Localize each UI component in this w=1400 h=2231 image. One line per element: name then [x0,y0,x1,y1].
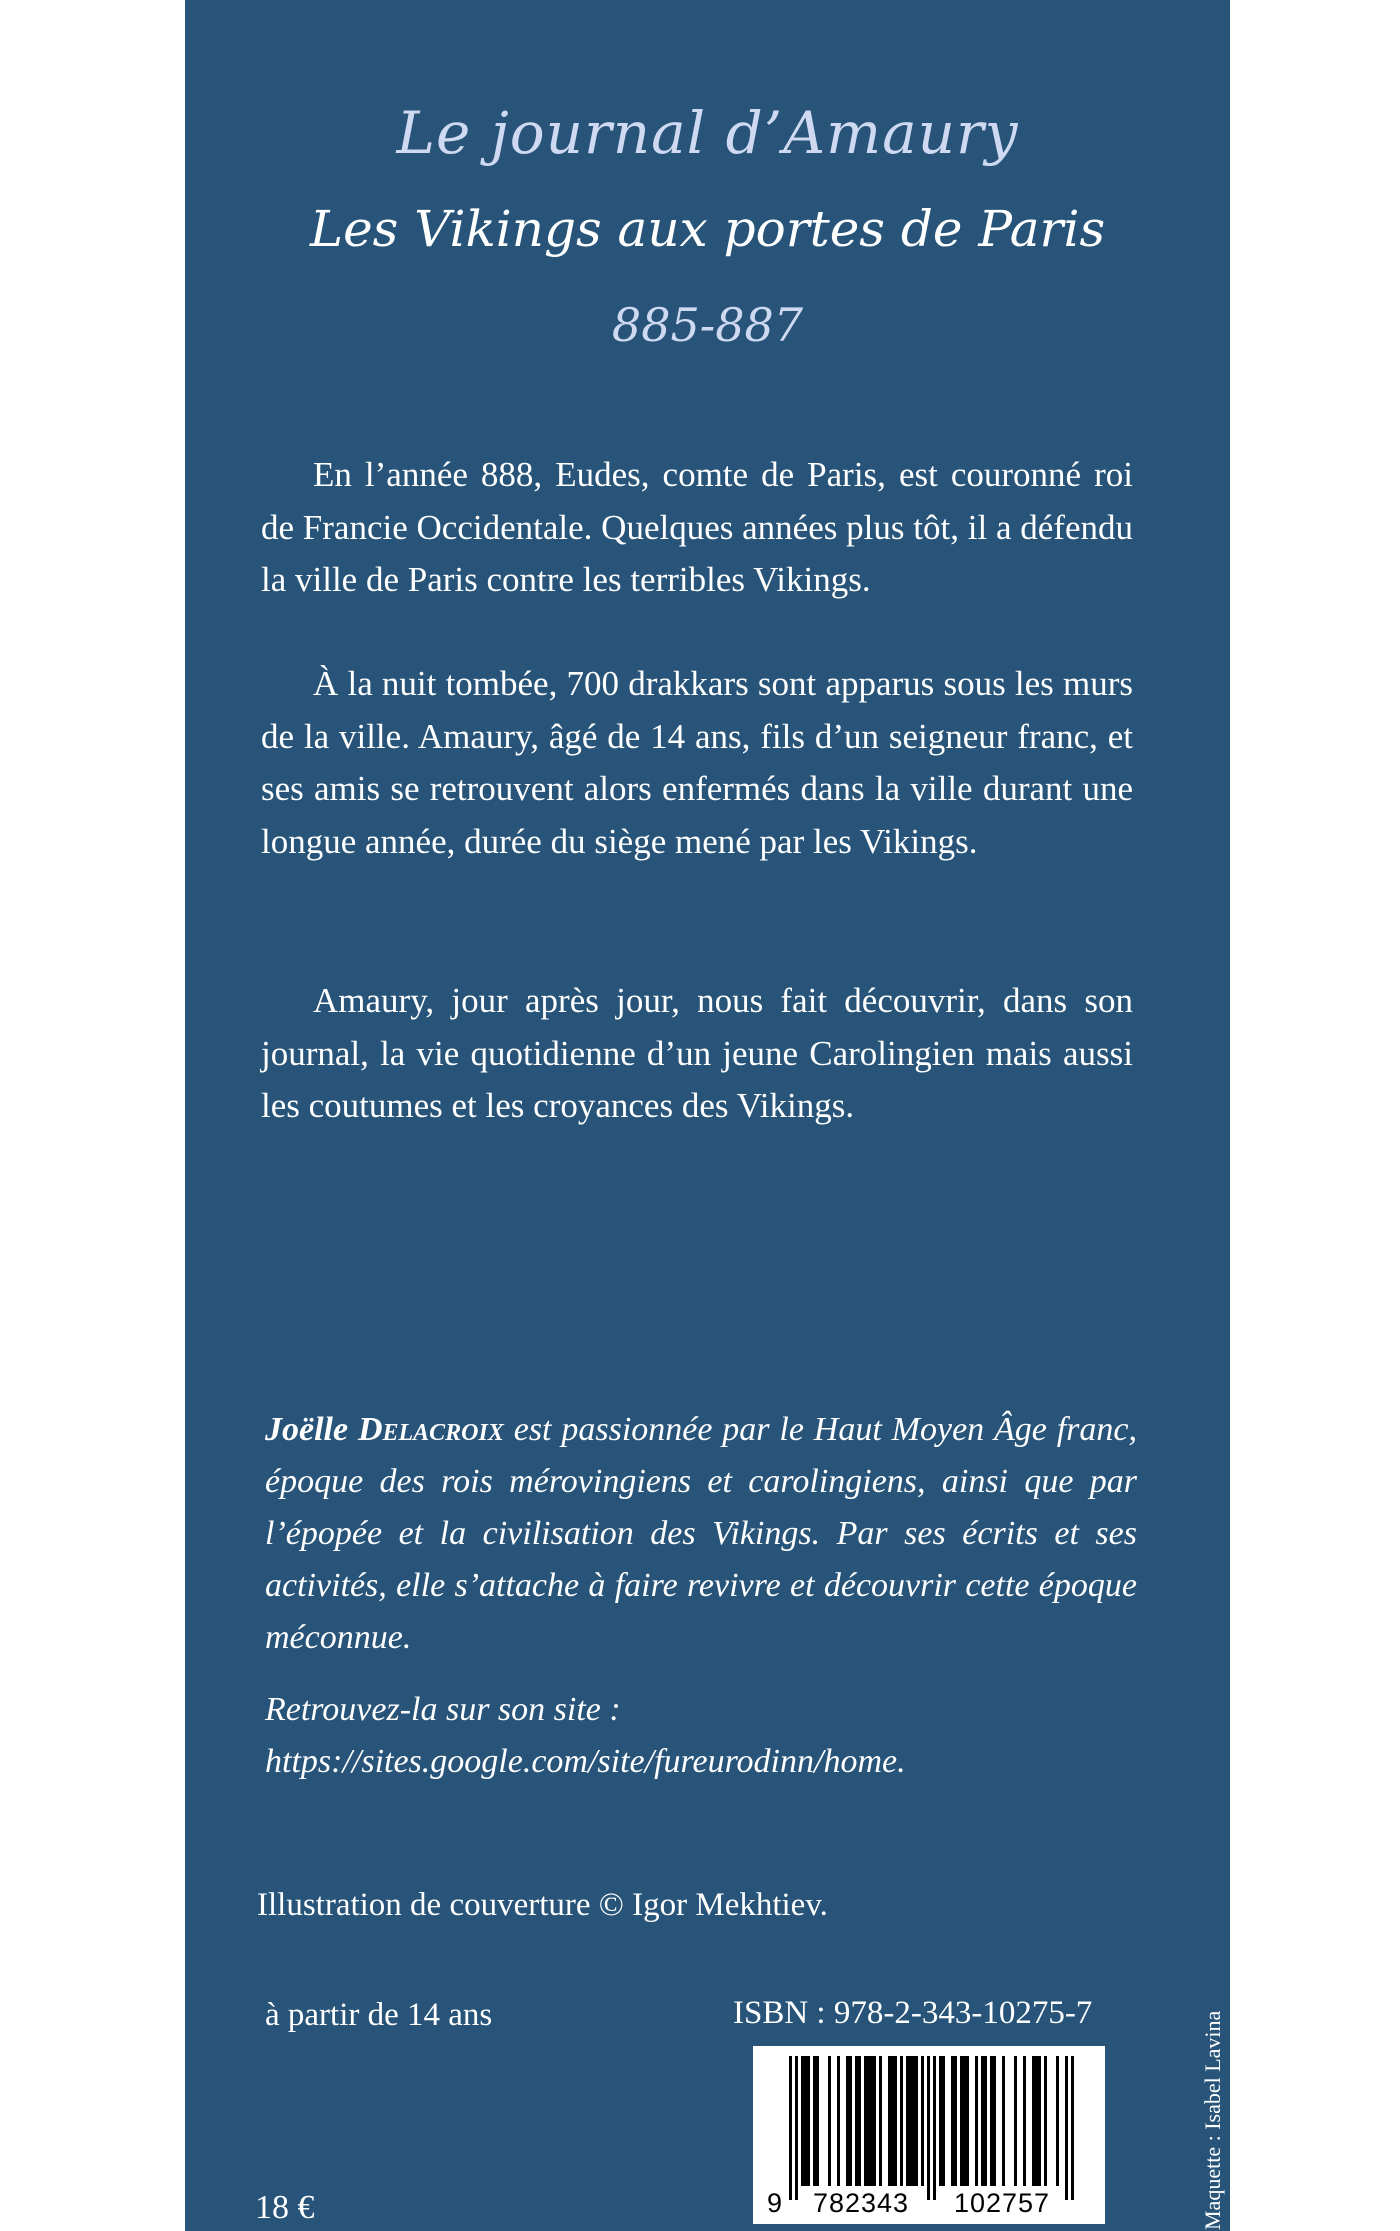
barcode-bar [894,2056,897,2186]
barcode-guard-bar [1065,2056,1068,2200]
illustration-credit: Illustration de couverture © Igor Mekhtiev. [257,1887,828,1923]
isbn: ISBN : 978-2-343-10275-7 [733,1995,1093,2031]
barcode-right-digits: 102757 [953,2188,1051,2218]
barcode [753,2046,1105,2224]
barcode-bar [1044,2056,1047,2186]
barcode-bar [849,2056,852,2186]
book-dates: 885-887 [611,298,804,352]
author-site-intro: Retrouvez-la sur son site : [265,1691,621,1728]
barcode-bar [855,2056,858,2186]
barcode-bar [804,2056,807,2186]
barcode-bar [1002,2056,1005,2186]
barcode-bar [984,2056,987,2186]
barcode-bar [1032,2056,1035,2186]
barcode-bar [837,2056,840,2186]
barcode-bar [990,2056,993,2186]
barcode-bar [891,2056,894,2186]
author-bio [265,1404,1137,1664]
barcode-bar [915,2056,918,2186]
back-cover [185,0,1230,2231]
barcode-bar [870,2056,873,2186]
synopsis-paragraph-1: En l’année 888, Eudes, comte de Paris, est couronné roi de Francie Occidentale. Quelques années plus tôt, il a défendu la ville de Paris contre les terribles Vikings. [261,455,1133,599]
author-bio-text: est passionnée par le Haut Moyen Âge franc, époque des rois mérovingiens et carolingiens, ainsi que par l’épopée et la civilisation des Vikings. Par ses écrits et ses activités, elle s’attache à faire revivre et découvrir cette époque méconnue. [265,1411,1137,1656]
barcode-bar [981,2056,984,2186]
barcode-bar [960,2056,963,2186]
barcode-bar [828,2056,831,2186]
book-subtitle: Les Vikings aux portes de Paris [309,200,1106,258]
barcode-bar [858,2056,861,2186]
barcode-guard-bar [933,2056,936,2200]
barcode-bar [942,2056,945,2186]
barcode-bar [816,2056,819,2186]
barcode-bar [912,2056,915,2186]
barcode-bar [975,2056,978,2186]
barcode-guard-bar [927,2056,930,2200]
barcode-bar [909,2056,912,2186]
barcode-bar [846,2056,849,2186]
barcode-bar [1023,2056,1026,2186]
barcode-bar [1038,2056,1041,2186]
barcode-bar [873,2056,876,2186]
author-last-name: Delacroix [357,1411,504,1448]
author-first-name: Joëlle [265,1411,349,1448]
barcode-guard-bar [789,2056,792,2200]
synopsis-paragraph-3: Amaury, jour après jour, nous fait découvrir, dans son journal, la vie quotidienne d’un jeune Carolingien mais aussi les coutumes et les croyances des Vikings. [261,981,1133,1125]
synopsis-paragraph-2: À la nuit tombée, 700 drakkars sont apparus sous les murs de la ville. Amaury, âgé de 14 ans, fils d’un seigneur franc, et ses amis se retrouvent alors enfermés dans la ville durant une longue année, durée du siège mené par les Vikings. [261,664,1133,861]
barcode-bar [807,2056,810,2186]
barcode-lead-digit: 9 [767,2188,784,2218]
barcode-bar [1014,2056,1017,2186]
barcode-bar [906,2056,909,2186]
title-block [185,85,1230,373]
barcode-bar [813,2056,816,2186]
book-title: Le journal d’Amaury [396,99,1019,167]
barcode-bar [993,2056,996,2186]
author-site [265,1684,1137,1788]
barcode-bar [900,2056,903,2186]
barcode-left-digits: 782343 [812,2188,910,2218]
barcode-bar [963,2056,966,2186]
barcode-bar [951,2056,954,2186]
barcode-bar [1035,2056,1038,2186]
barcode-bar [888,2056,891,2186]
author-site-url[interactable]: https://sites.google.com/site/fureurodinn/home. [265,1743,906,1780]
barcode-bar [864,2056,867,2186]
barcode-bar [921,2056,924,2186]
barcode-bar [879,2056,882,2186]
barcode-bar [939,2056,942,2186]
barcode-bar [867,2056,870,2186]
barcode-guard-bar [795,2056,798,2200]
barcode-bar [801,2056,804,2186]
barcode-bar [1056,2056,1059,2186]
price: 18 € [255,2189,315,2226]
barcode-bar [966,2056,969,2186]
maquette-credit: Maquette : Isabel Lavina [1200,2010,1225,2230]
barcode-guard-bar [1071,2056,1074,2200]
barcode-graphic [753,2046,1105,2224]
age-range: à partir de 14 ans [265,1997,493,2033]
barcode-bar [954,2056,957,2186]
